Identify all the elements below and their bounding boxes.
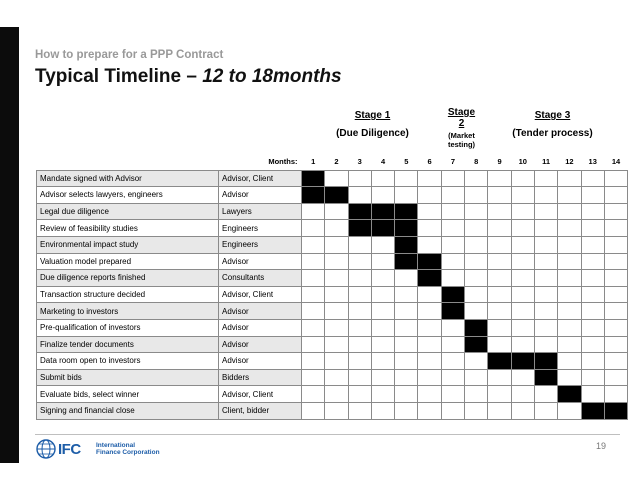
timeline-cell-active [418, 270, 441, 287]
timeline-cell [395, 187, 418, 204]
month-header-10: 10 [518, 157, 527, 167]
table-row [37, 386, 628, 403]
timeline-cell [604, 253, 627, 270]
timeline-cell [488, 402, 511, 419]
timeline-cell-active [348, 203, 371, 220]
responsible-party-cell: Advisor [219, 187, 302, 204]
timeline-cell [581, 270, 604, 287]
timeline-cell [511, 303, 534, 320]
timeline-cell [348, 236, 371, 253]
timeline-cell [604, 187, 627, 204]
timeline-cell [441, 319, 464, 336]
timeline-cell [302, 220, 325, 237]
responsible-party-cell: Advisor [219, 319, 302, 336]
timeline-cell [465, 253, 488, 270]
timeline-cell [604, 286, 627, 303]
timeline-cell [325, 236, 348, 253]
timeline-cell [395, 369, 418, 386]
timeline-cell [441, 386, 464, 403]
month-header-4: 4 [380, 157, 386, 167]
timeline-cell [511, 236, 534, 253]
timeline-cell [418, 353, 441, 370]
stage-1-header [300, 107, 445, 143]
timeline-cell [441, 236, 464, 253]
table-row [37, 270, 628, 287]
timeline-cell [581, 353, 604, 370]
month-header-11: 11 [542, 157, 551, 167]
task-cell: Signing and financial close [37, 402, 219, 419]
timeline-cell [325, 336, 348, 353]
timeline-cell-active [348, 220, 371, 237]
timeline-cell [302, 353, 325, 370]
timeline-cell [511, 369, 534, 386]
timeline-cell [604, 303, 627, 320]
timeline-cell [558, 236, 581, 253]
timeline-cell [604, 336, 627, 353]
task-cell: Valuation model prepared [37, 253, 219, 270]
timeline-cell [302, 369, 325, 386]
timeline-cell [558, 270, 581, 287]
timeline-cell [534, 236, 557, 253]
timeline-cell [604, 386, 627, 403]
stage-1-desc: (Due Diligence) [336, 128, 409, 139]
timeline-cell [558, 353, 581, 370]
footer-divider [35, 434, 620, 435]
timeline-cell [488, 286, 511, 303]
ifc-logo-sub2: Finance Corporation [96, 449, 160, 456]
timeline-cell [511, 220, 534, 237]
timeline-cell [371, 236, 394, 253]
timeline-cell [302, 336, 325, 353]
page-number: 19 [596, 441, 607, 451]
responsible-party-cell: Advisor [219, 336, 302, 353]
timeline-cell [581, 336, 604, 353]
responsible-party-cell: Advisor [219, 353, 302, 370]
timeline-cell [465, 220, 488, 237]
timeline-cell-active [418, 253, 441, 270]
timeline-cell [465, 286, 488, 303]
timeline-cell [441, 253, 464, 270]
timeline-cell-active [441, 303, 464, 320]
timeline-cell [348, 187, 371, 204]
timeline-cell [534, 170, 557, 187]
timeline-cell [534, 203, 557, 220]
ifc-logo-subtext [96, 442, 160, 456]
title-main: Typical Timeline – [35, 66, 203, 87]
timeline-cell [558, 203, 581, 220]
timeline-cell [325, 369, 348, 386]
timeline-cell [465, 353, 488, 370]
timeline-cell-active [465, 319, 488, 336]
responsible-party-cell: Advisor, Client [219, 286, 302, 303]
timeline-cell [581, 369, 604, 386]
timeline-cell [302, 386, 325, 403]
timeline-cell [371, 386, 394, 403]
timeline-cell [302, 286, 325, 303]
timeline-cell [395, 303, 418, 320]
timeline-cell [604, 353, 627, 370]
month-header-1: 1 [311, 157, 316, 167]
timeline-cell [371, 187, 394, 204]
title-italic: 12 to 18months [202, 66, 342, 87]
timeline-cell [511, 253, 534, 270]
stage-2-name-line2: 2 [458, 118, 465, 129]
task-cell: Submit bids [37, 369, 219, 386]
timeline-cell [534, 303, 557, 320]
timeline-cell [465, 170, 488, 187]
stage-3-header [500, 107, 605, 143]
timeline-cell [325, 386, 348, 403]
timeline-cell [534, 336, 557, 353]
timeline-cell [558, 402, 581, 419]
timeline-cell-active [371, 220, 394, 237]
timeline-cell [395, 353, 418, 370]
timeline-cell [348, 303, 371, 320]
timeline-cell [581, 303, 604, 320]
timeline-cell [558, 319, 581, 336]
timeline-cell [534, 286, 557, 303]
timeline-cell [371, 353, 394, 370]
responsible-party-cell: Advisor [219, 303, 302, 320]
month-header-14: 14 [611, 157, 621, 167]
ifc-logo-sub1: International [96, 442, 136, 449]
timeline-cell [348, 270, 371, 287]
timeline-cell [395, 270, 418, 287]
timeline-cell [581, 386, 604, 403]
timeline-cell [581, 286, 604, 303]
month-header-9: 9 [497, 157, 502, 167]
globe-icon [36, 439, 56, 459]
timeline-cell [395, 286, 418, 303]
timeline-cell [418, 369, 441, 386]
timeline-cell [465, 203, 488, 220]
responsible-party-cell: Lawyers [219, 203, 302, 220]
month-header-8: 8 [474, 157, 479, 167]
timeline-cell [511, 270, 534, 287]
timeline-cell-active [395, 236, 418, 253]
timeline-cell [488, 386, 511, 403]
timeline-cell-active [511, 353, 534, 370]
timeline-cell-active [488, 353, 511, 370]
months-label: Months: [268, 157, 298, 167]
timeline-cell [325, 270, 348, 287]
timeline-cell [418, 303, 441, 320]
timeline-cell [558, 220, 581, 237]
responsible-party-cell: Advisor, Client [219, 170, 302, 187]
timeline-cell [441, 187, 464, 204]
table-row [37, 170, 628, 187]
responsible-party-cell: Engineers [219, 236, 302, 253]
timeline-cell [558, 187, 581, 204]
timeline-cell [534, 386, 557, 403]
timeline-cell [441, 170, 464, 187]
timeline-table [36, 154, 628, 420]
timeline-cell [325, 303, 348, 320]
timeline-cell [558, 170, 581, 187]
timeline-cell-active [302, 170, 325, 187]
timeline-cell [465, 369, 488, 386]
task-cell: Legal due diligence [37, 203, 219, 220]
timeline-cell [558, 303, 581, 320]
table-row [37, 369, 628, 386]
table-row [37, 353, 628, 370]
timeline-cell [348, 402, 371, 419]
task-cell: Data room open to investors [37, 353, 219, 370]
timeline-cell [511, 336, 534, 353]
timeline-cell [604, 236, 627, 253]
timeline-cell [418, 220, 441, 237]
table-row [37, 187, 628, 204]
timeline-cell [558, 369, 581, 386]
timeline-cell [371, 253, 394, 270]
table-row [37, 220, 628, 237]
timeline-cell-active [395, 203, 418, 220]
timeline-cell [441, 353, 464, 370]
timeline-cell [511, 402, 534, 419]
timeline-cell-active [371, 203, 394, 220]
timeline-cell [534, 270, 557, 287]
timeline-cell [441, 369, 464, 386]
table-row [37, 203, 628, 220]
timeline-cell-active [302, 187, 325, 204]
task-cell: Advisor selects lawyers, engineers [37, 187, 219, 204]
timeline-cell [488, 220, 511, 237]
timeline-cell [371, 336, 394, 353]
timeline-cell [418, 203, 441, 220]
timeline-cell-active [441, 286, 464, 303]
timeline-cell [302, 203, 325, 220]
timeline-cell-active [534, 353, 557, 370]
timeline-cell [488, 303, 511, 320]
timeline-cell-active [465, 336, 488, 353]
timeline-cell [395, 319, 418, 336]
timeline-cell [348, 253, 371, 270]
timeline-cell [488, 253, 511, 270]
timeline-cell [581, 170, 604, 187]
stage-3-desc: (Tender process) [512, 128, 593, 139]
timeline-cell [325, 220, 348, 237]
timeline-cell [348, 386, 371, 403]
table-row [37, 319, 628, 336]
table-row [37, 402, 628, 419]
timeline-cell [325, 170, 348, 187]
slide-left-edge [0, 27, 19, 463]
timeline-cell [371, 286, 394, 303]
timeline-cell [465, 386, 488, 403]
month-header-7: 7 [450, 157, 456, 167]
timeline-cell [395, 336, 418, 353]
timeline-cell [348, 353, 371, 370]
task-cell: Pre-qualification of investors [37, 319, 219, 336]
timeline-cell [418, 187, 441, 204]
responsible-party-cell: Consultants [219, 270, 302, 287]
timeline-cell [418, 236, 441, 253]
timeline-cell [371, 170, 394, 187]
timeline-cell [488, 187, 511, 204]
timeline-cell [441, 220, 464, 237]
timeline-cell [488, 336, 511, 353]
month-header-12: 12 [565, 157, 574, 167]
timeline-cell [534, 220, 557, 237]
slide-title [35, 66, 342, 88]
task-cell: Marketing to investors [37, 303, 219, 320]
task-cell: Review of feasibility studies [37, 220, 219, 237]
timeline-cell [534, 187, 557, 204]
timeline-cell [348, 319, 371, 336]
timeline-cell [348, 336, 371, 353]
task-cell: Evaluate bids, select winner [37, 386, 219, 403]
timeline-cell [465, 270, 488, 287]
timeline-cell [511, 170, 534, 187]
timeline-cell [511, 203, 534, 220]
timeline-cell [441, 402, 464, 419]
timeline-cell [371, 319, 394, 336]
table-row [37, 303, 628, 320]
timeline-cell [604, 220, 627, 237]
timeline-cell-active [395, 253, 418, 270]
timeline-cell [558, 286, 581, 303]
timeline-cell [302, 319, 325, 336]
timeline-cell [371, 402, 394, 419]
timeline-cell [302, 402, 325, 419]
timeline-cell [465, 402, 488, 419]
timeline-cell [511, 286, 534, 303]
table-row [37, 286, 628, 303]
ifc-logo-text: IFC [58, 441, 81, 458]
timeline-cell [371, 369, 394, 386]
stage-2-header [440, 107, 483, 149]
timeline-cell [465, 236, 488, 253]
responsible-party-cell: Client, bidder [219, 402, 302, 419]
timeline-cell [534, 402, 557, 419]
timeline-cell-active [558, 386, 581, 403]
timeline-cell [348, 170, 371, 187]
table-row [37, 336, 628, 353]
timeline-cell [488, 236, 511, 253]
timeline-cell [418, 402, 441, 419]
task-cell: Environmental impact study [37, 236, 219, 253]
timeline-cell [302, 236, 325, 253]
timeline-cell [418, 286, 441, 303]
responsible-party-cell: Bidders [219, 369, 302, 386]
timeline-cell [325, 286, 348, 303]
timeline-cell [534, 253, 557, 270]
slide-supertitle: How to prepare for a PPP Contract [35, 49, 224, 61]
month-header-3: 3 [357, 157, 362, 167]
task-cell: Due diligence reports finished [37, 270, 219, 287]
timeline-cell [441, 270, 464, 287]
timeline-cell [395, 402, 418, 419]
timeline-cell [441, 336, 464, 353]
timeline-cell [418, 336, 441, 353]
timeline-cell-active [581, 402, 604, 419]
stage-2-note-line2: testing) [447, 140, 476, 149]
timeline-cell [581, 253, 604, 270]
timeline-cell [581, 187, 604, 204]
timeline-cell [418, 386, 441, 403]
timeline-cell [325, 353, 348, 370]
timeline-cell [302, 253, 325, 270]
stage-3-name: Stage 3 [534, 110, 571, 121]
responsible-party-cell: Engineers [219, 220, 302, 237]
timeline-cell [325, 319, 348, 336]
timeline-cell [418, 319, 441, 336]
task-cell: Mandate signed with Advisor [37, 170, 219, 187]
timeline-cell [534, 319, 557, 336]
timeline-cell [604, 203, 627, 220]
stage-2-name-line1: Stage [447, 107, 476, 118]
timeline-cell [511, 386, 534, 403]
timeline-cell [581, 220, 604, 237]
timeline-cell [488, 203, 511, 220]
months-header-row [37, 154, 628, 170]
timeline-cell [325, 402, 348, 419]
month-header-13: 13 [588, 157, 597, 167]
timeline-cell [581, 236, 604, 253]
timeline-cell-active [604, 402, 627, 419]
timeline-cell [465, 187, 488, 204]
timeline-cell [488, 369, 511, 386]
timeline-cell [604, 319, 627, 336]
month-header-2: 2 [334, 157, 339, 167]
stage-1-name: Stage 1 [354, 110, 391, 121]
timeline-cell [325, 253, 348, 270]
timeline-cell [465, 303, 488, 320]
timeline-cell [511, 187, 534, 204]
table-row [37, 236, 628, 253]
task-cell: Transaction structure decided [37, 286, 219, 303]
stage-2-note-line1: (Market [448, 131, 475, 140]
timeline-cell [488, 319, 511, 336]
timeline-cell [558, 336, 581, 353]
timeline-cell [604, 369, 627, 386]
timeline-cell [604, 270, 627, 287]
timeline-cell [348, 286, 371, 303]
timeline-cell [325, 203, 348, 220]
timeline-cell [581, 319, 604, 336]
timeline-cell [558, 253, 581, 270]
timeline-cell [302, 270, 325, 287]
timeline-cell [371, 303, 394, 320]
month-header-6: 6 [427, 157, 432, 167]
timeline-cell [604, 170, 627, 187]
table-row [37, 253, 628, 270]
timeline-cell [488, 170, 511, 187]
responsible-party-cell: Advisor, Client [219, 386, 302, 403]
timeline-cell [395, 170, 418, 187]
month-header-5: 5 [404, 157, 409, 167]
timeline-cell [348, 369, 371, 386]
timeline-cell-active [534, 369, 557, 386]
task-cell: Finalize tender documents [37, 336, 219, 353]
responsible-party-cell: Advisor [219, 253, 302, 270]
timeline-cell [511, 319, 534, 336]
timeline-cell [302, 303, 325, 320]
timeline-cell [395, 386, 418, 403]
timeline-cell [488, 270, 511, 287]
timeline-cell-active [395, 220, 418, 237]
timeline-cell [418, 170, 441, 187]
timeline-cell-active [325, 187, 348, 204]
timeline-cell [371, 270, 394, 287]
timeline-cell [441, 203, 464, 220]
timeline-cell [581, 203, 604, 220]
